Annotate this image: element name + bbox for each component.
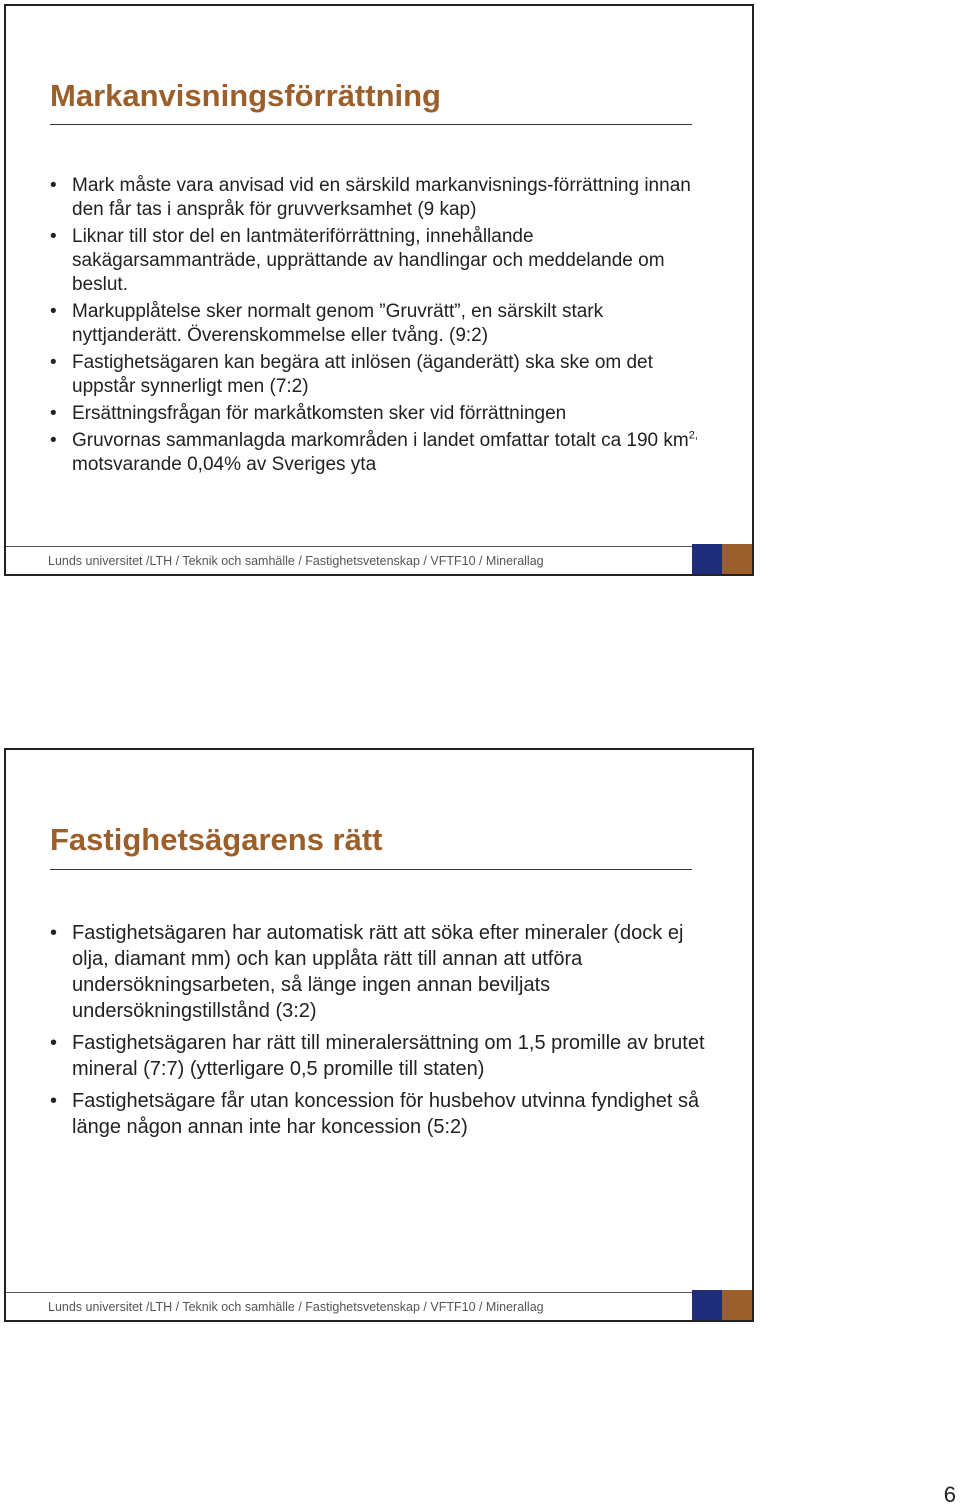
bullet-text: Liknar till stor del en lantmäteriförrättning, innehållande sakägarsammanträde, upprättande av handlingar och meddelande om beslut. [72, 226, 665, 295]
bullet-item [50, 300, 710, 348]
footer-divider [6, 1292, 694, 1293]
slide-title: Fastighetsägarens rätt [50, 822, 383, 857]
bullet-text: Markupplåtelse sker normalt genom ”Gruvrätt”, en särskilt stark nyttjanderätt. Överenskommelse eller tvång. (9:2) [72, 301, 604, 346]
bullet-item [50, 225, 710, 297]
footer-block-brown [722, 544, 752, 576]
footer-block-navy [692, 544, 722, 576]
bullet-item [50, 174, 710, 222]
bullet-text: Fastighetsägaren har rätt till mineralersättning om 1,5 promille av brutet mineral (7:7) (ytterligare 0,5 promille till staten) [72, 1032, 705, 1080]
bullet-item [50, 920, 710, 1024]
page-number: 6 [943, 1482, 956, 1507]
footer-block-brown [722, 1290, 752, 1322]
footer-color-blocks [692, 1290, 752, 1322]
superscript: 2, [688, 429, 698, 442]
slide-footer: Lunds universitet /LTH / Teknik och samhälle / Fastighetsvetenskap / VFTF10 / Minerallag [48, 1300, 544, 1314]
footer-block-navy [692, 1290, 722, 1322]
slide-markanvisningsforrattning [4, 4, 754, 576]
bullet-list [50, 920, 710, 1146]
bullet-text: Ersättningsfrågan för markåtkomsten sker vid förrättningen [72, 403, 567, 424]
bullet-item [50, 402, 710, 426]
footer-color-blocks [692, 544, 752, 576]
bullet-text: Fastighetsägaren har automatisk rätt att söka efter mineraler (dock ej olja, diamant mm) och kan upplåta rätt till annan att utföra undersökningsarbeten, så länge ingen annan beviljats undersökningstillstånd (3:2) [72, 922, 684, 1022]
slide-title: Markanvisningsförrättning [50, 78, 441, 113]
title-divider [50, 869, 692, 870]
slide-fastighetsagarens-ratt [4, 748, 754, 1322]
title-divider [50, 124, 692, 125]
bullet-item [50, 351, 710, 399]
bullet-text: Gruvornas sammanlagda markområden i landet omfattar totalt ca 190 km [72, 430, 689, 451]
bullet-item [50, 1030, 710, 1082]
bullet-text-tail: motsvarande 0,04% av Sveriges yta [72, 454, 377, 475]
bullet-text: Fastighetsägare får utan koncession för husbehov utvinna fyndighet så länge någon annan inte har koncession (5:2) [72, 1090, 700, 1138]
bullet-list [50, 174, 710, 480]
footer-divider [6, 546, 694, 547]
bullet-text: Mark måste vara anvisad vid en särskild markanvisnings-förrättning innan den får tas i anspråk för gruvverksamhet (9 kap) [72, 175, 691, 220]
slide-footer: Lunds universitet /LTH / Teknik och samhälle / Fastighetsvetenskap / VFTF10 / Minerallag [48, 554, 544, 568]
bullet-item [50, 1088, 710, 1140]
bullet-text: Fastighetsägaren kan begära att inlösen (äganderätt) ska ske om det uppstår synnerligt men (7:2) [72, 352, 653, 397]
bullet-item [50, 429, 710, 477]
